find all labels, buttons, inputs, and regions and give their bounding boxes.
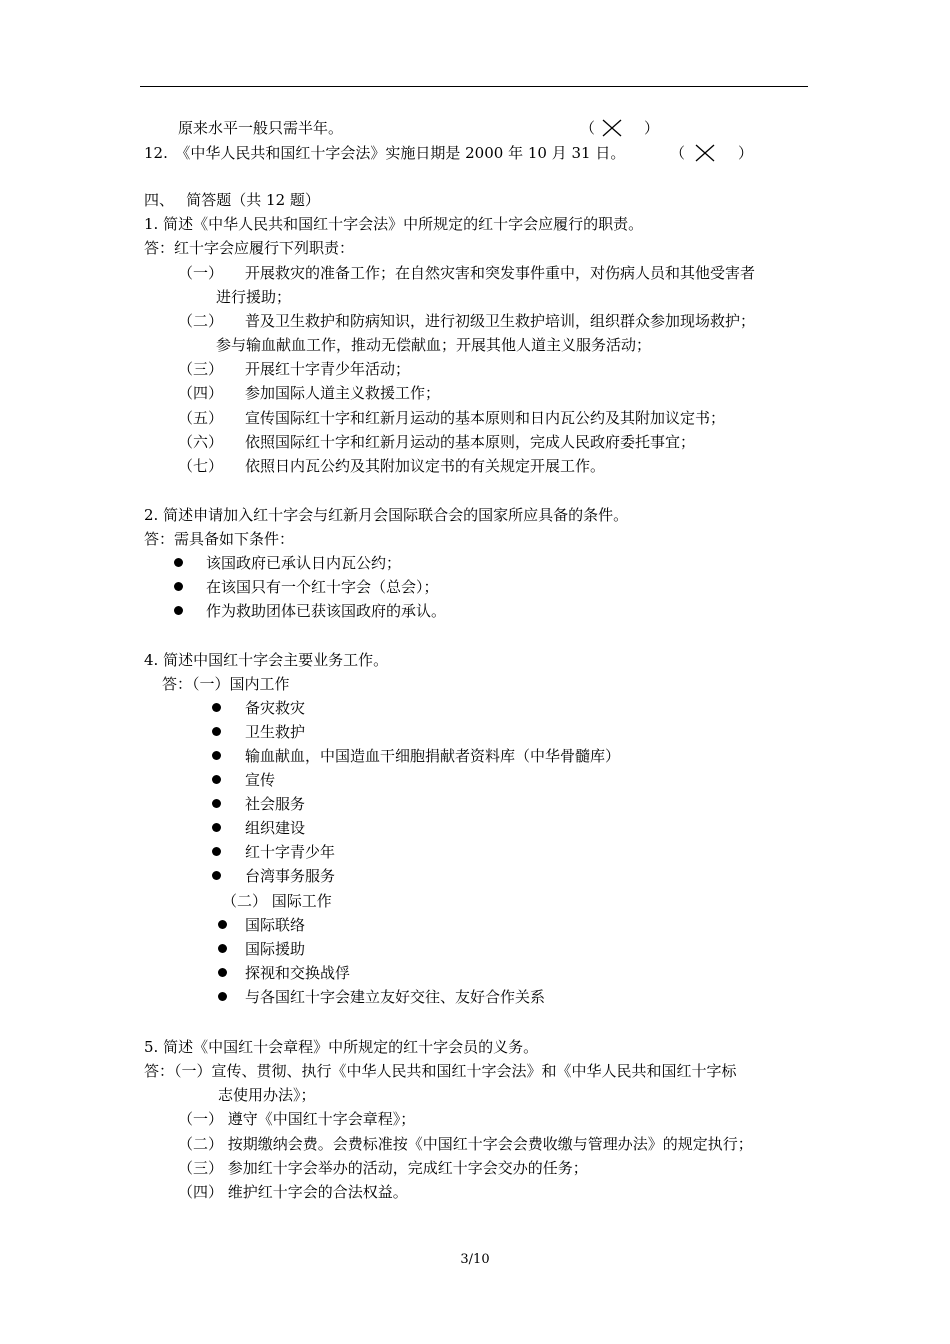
page-number: 3/10 (460, 1252, 490, 1267)
list-item-text: 作为救助团体已获该国政府的承认。 (206, 602, 447, 620)
answer-paren-close: ） (644, 119, 660, 137)
list-item-text: 备灾救灾 (245, 699, 306, 717)
bullet-icon (218, 920, 227, 929)
cross-icon (601, 119, 623, 137)
tf-item-12: 12. 《中华人民共和国红十字会法》实施日期是 2000 年 10 月 31 日。 (144, 144, 626, 162)
answer-paren-open: （ (670, 144, 686, 162)
bullet-icon (212, 775, 221, 784)
bullet-icon (212, 847, 221, 856)
answer-5-line: （三） 参加红十字会举办的活动，完成红十字会交办的任务； (178, 1159, 588, 1177)
list-item-text: 开展救灾的准备工作；在自然灾害和突发事件重中，对伤病人员和其他受害者 (245, 264, 756, 282)
list-item-text: 国际援助 (245, 940, 306, 958)
answer-1-intro: 答：红十字会应履行下列职责： (144, 239, 355, 257)
list-item-text: 卫生救护 (245, 723, 306, 741)
bullet-icon (212, 871, 221, 880)
list-number: （七） (178, 457, 224, 475)
list-item-text: 台湾事务服务 (245, 867, 336, 885)
answer-5-line: （四） 维护红十字会的合法权益。 (178, 1183, 408, 1201)
bullet-icon (218, 992, 227, 1001)
bullet-icon (174, 558, 183, 567)
list-number: （四） (178, 384, 224, 402)
list-number: （六） (178, 433, 224, 451)
section-heading: 四、 简答题（共 12 题） (144, 191, 320, 209)
list-item-text: 依照国际红十字和红新月运动的基本原则，完成人民政府委托事宜； (245, 433, 696, 451)
list-number: （一） (178, 264, 224, 282)
answer-paren-open: （ (580, 119, 596, 137)
list-item-text: 参与输血献血工作，推动无偿献血；开展其他人道主义服务活动； (216, 336, 652, 354)
list-item-text: 社会服务 (245, 795, 306, 813)
answer-5-line: （一） 遵守《中国红十字会章程》； (178, 1110, 416, 1128)
question-5: 5. 简述《中国红十会章程》中所规定的红十字会员的义务。 (144, 1038, 539, 1056)
bullet-icon (212, 751, 221, 760)
list-item-text: 依照日内瓦公约及其附加议定书的有关规定开展工作。 (245, 457, 606, 475)
list-number: （五） (178, 409, 224, 427)
bullet-icon (174, 606, 183, 615)
answer-5-line: 答：（一）宣传、贯彻、执行《中华人民共和国红十字会法》和《中华人民共和国红十字标 (144, 1062, 737, 1080)
bullet-icon (174, 582, 183, 591)
list-item-text: 探视和交换战俘 (245, 964, 351, 982)
question-2: 2. 简述申请加入红十字会与红新月会国际联合会的国家所应具备的条件。 (144, 506, 629, 524)
list-item-text: 国际联络 (245, 916, 306, 934)
answer-5-line: （二） 按期缴纳会费。会费标准按《中国红十字会会费收缴与管理办法》的规定执行； (178, 1135, 753, 1153)
header-rule (140, 86, 808, 87)
list-item-text: 红十字青少年 (245, 843, 336, 861)
list-item-text: 输血献血，中国造血干细胞捐献者资料库（中华骨髓库） (245, 747, 621, 765)
answer-paren-close: ） (738, 144, 754, 162)
list-item-text: 进行援助； (216, 288, 292, 306)
bullet-icon (212, 799, 221, 808)
bullet-icon (212, 727, 221, 736)
list-number: （三） (178, 360, 224, 378)
list-item-text: 开展红十字青少年活动； (245, 360, 411, 378)
list-item-text: 与各国红十字会建立友好交往、友好合作关系 (245, 988, 546, 1006)
list-item-text: 该国政府已承认日内瓦公约； (206, 554, 402, 572)
bullet-icon (218, 968, 227, 977)
sub-heading: （二） 国际工作 (222, 892, 332, 910)
list-item-text: 参加国际人道主义救援工作； (245, 384, 441, 402)
question-1: 1. 简述《中华人民共和国红十字会法》中所规定的红十字会应履行的职责。 (144, 215, 644, 233)
cross-icon (694, 144, 716, 162)
answer-5-line: 志使用办法》； (218, 1086, 316, 1104)
list-item-text: 普及卫生救护和防病知识，进行初级卫生救护培训，组织群众参加现场救护； (245, 312, 756, 330)
bullet-icon (212, 703, 221, 712)
list-item-text: 在该国只有一个红十字会（总会）； (206, 578, 439, 596)
tf-item-continuation: 原来水平一般只需半年。 (178, 119, 344, 137)
question-4: 4. 简述中国红十字会主要业务工作。 (144, 651, 389, 669)
list-item-text: 组织建设 (245, 819, 306, 837)
list-number: （二） (178, 312, 224, 330)
bullet-icon (212, 823, 221, 832)
list-item-text: 宣传 (245, 771, 276, 789)
answer-2-intro: 答：需具备如下条件： (144, 530, 295, 548)
list-item-text: 宣传国际红十字和红新月运动的基本原则和日内瓦公约及其附加议定书； (245, 409, 726, 427)
bullet-icon (218, 944, 227, 953)
answer-4-intro: 答：（一）国内工作 (162, 675, 290, 693)
